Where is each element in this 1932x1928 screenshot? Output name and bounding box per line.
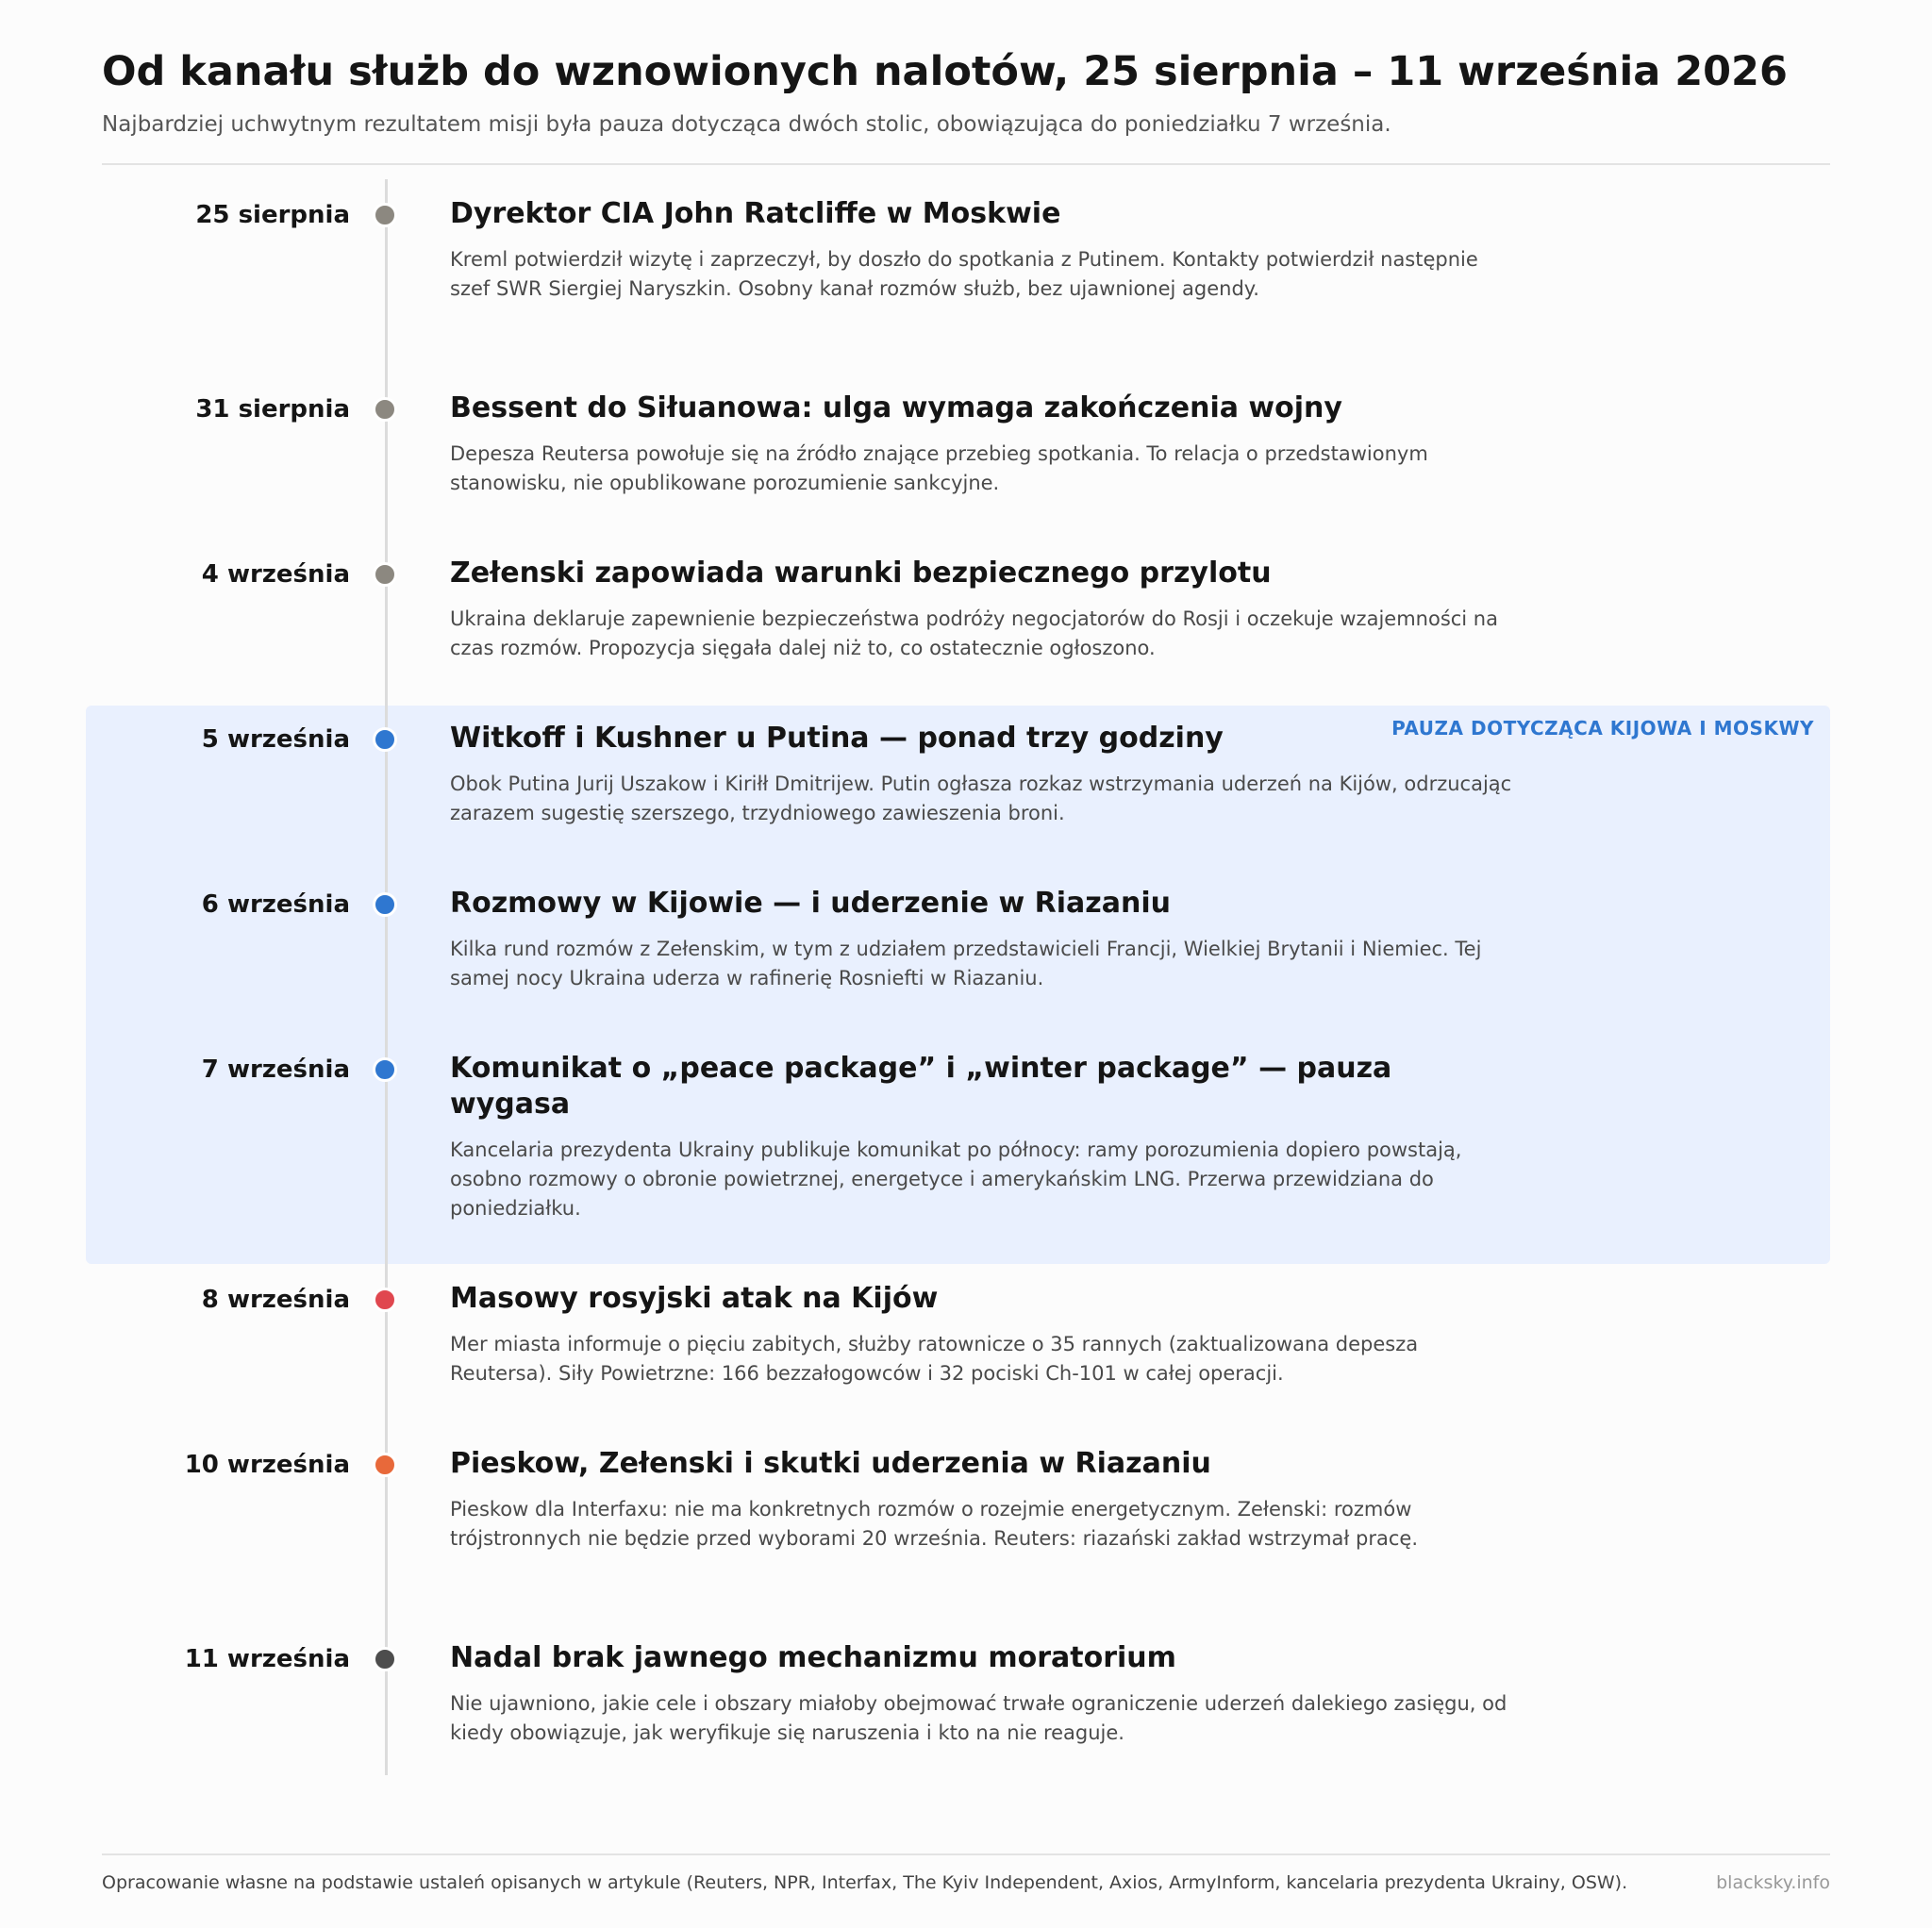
top-divider xyxy=(102,163,1830,165)
event-title: Bessent do Siłuanowa: ulga wymaga zakończenia wojny xyxy=(450,391,1342,424)
event-date: 31 sierpnia xyxy=(195,395,350,424)
event-description: Obok Putina Jurij Uszakow i Kiriłł Dmitrijew. Putin ogłasza rozkaz wstrzymania uderzeń na Kijów, odrzucając zarazem sugestię szerszego, trzydniowego zawieszenia broni. xyxy=(450,773,1512,824)
header xyxy=(102,43,1830,140)
event-date: 11 września xyxy=(184,1645,350,1673)
footer-source: Opracowanie własne na podstawie ustaleń opisanych w artykule (Reuters, NPR, Interfax, The Kyiv Independent, Axios, ArmyInform, kancelaria prezydenta Ukrainy, OSW). xyxy=(102,1872,1628,1893)
event-description: Pieskow dla Interfaxu: nie ma konkretnych rozmów o rozejmie energetycznym. Zełenski: rozmów trójstronnych nie będzie przed wyborami 20 września. Reuters: riazański zakład wstrzymał pracę. xyxy=(450,1498,1419,1550)
event-marker xyxy=(373,562,397,587)
event-title: Nadal brak jawnego mechanizmu moratorium xyxy=(450,1641,1176,1674)
event-marker xyxy=(373,397,397,422)
event-date: 4 września xyxy=(201,560,350,589)
event-title: Masowy rosyjski atak na Kijów xyxy=(450,1282,939,1315)
event-marker xyxy=(373,203,397,227)
event-title: Rozmowy w Kijowie — i uderzenie w Riazaniu xyxy=(450,887,1172,920)
event-title: Komunikat o „peace package” i „winter package” — pauza wygasa xyxy=(450,1052,1392,1121)
event-description: Ukraina deklaruje zapewnienie bezpieczeństwa podróży negocjatorów do Rosji i oczekuje wzajemności na czas rozmów. Propozycja sięgała dalej niż to, co ostatecznie ogłoszono. xyxy=(450,607,1498,659)
event-description: Kancelaria prezydenta Ukrainy publikuje komunikat po północy: ramy porozumienia dopiero powstają, osobno rozmowy o obronie powietrznej, energetyce i amerykańskim LNG. Przerwa przewidziana do poniedziałku. xyxy=(450,1139,1462,1220)
event-date: 5 września xyxy=(201,725,350,754)
event-title: Dyrektor CIA John Ratcliffe w Moskwie xyxy=(450,197,1061,230)
bottom-divider xyxy=(102,1853,1830,1855)
pause-highlight-label: PAUZA DOTYCZĄCA KIJOWA I MOSKWY xyxy=(1391,717,1814,740)
event-marker xyxy=(373,727,397,752)
event-date: 7 września xyxy=(201,1055,350,1084)
event-title: Witkoff i Kushner u Putina — ponad trzy godziny xyxy=(450,722,1224,755)
event-date: 8 września xyxy=(201,1286,350,1314)
event-description: Mer miasta informuje o pięciu zabitych, służby ratownicze o 35 rannych (zaktualizowana depesza Reutersa). Siły Powietrzne: 166 bezzałogowców i 32 pociski Ch-101 w całej operacji. xyxy=(450,1333,1419,1385)
event-date: 25 sierpnia xyxy=(195,201,350,229)
event-description: Kilka rund rozmów z Zełenskim, w tym z udziałem przedstawicieli Francji, Wielkiej Brytanii i Niemiec. Tej samej nocy Ukraina uderza w rafinerię Rosniefti w Riazaniu. xyxy=(450,938,1482,989)
event-marker xyxy=(373,1057,397,1082)
event-marker xyxy=(373,1453,397,1477)
page-subtitle: Najbardziej uchwytnym rezultatem misji była pauza dotycząca dwóch stolic, obowiązująca do poniedziałku 7 września. xyxy=(102,112,1391,137)
event-description: Nie ujawniono, jakie cele i obszary miałoby obejmować trwałe ograniczenie uderzeń dalekiego zasięgu, od kiedy obowiązuje, jak weryfikuje się naruszenia i kto na nie reaguje. xyxy=(450,1692,1507,1744)
event-marker xyxy=(373,892,397,917)
event-description: Depesza Reutersa powołuje się na źródło znające przebieg spotkania. To relacja o przedstawionym stanowisku, nie opublikowane porozumienie sankcyjne. xyxy=(450,442,1428,494)
event-marker xyxy=(373,1647,397,1671)
event-description: Kreml potwierdził wizytę i zaprzeczył, by doszło do spotkania z Putinem. Kontakty potwierdził następnie szef SWR Siergiej Naryszkin. Osobny kanał rozmów służb, bez ujawnionej agendy. xyxy=(450,248,1478,300)
event-date: 6 września xyxy=(201,890,350,919)
event-title: Pieskow, Zełenski i skutki uderzenia w Riazaniu xyxy=(450,1447,1211,1480)
footer-brand: blacksky.info xyxy=(1716,1872,1830,1893)
event-date: 10 września xyxy=(184,1451,350,1479)
event-title: Zełenski zapowiada warunki bezpiecznego przylotu xyxy=(450,557,1272,590)
event-marker xyxy=(373,1288,397,1312)
page-title: Od kanału służb do wznowionych nalotów, 25 sierpnia – 11 września 2026 xyxy=(102,48,1788,95)
